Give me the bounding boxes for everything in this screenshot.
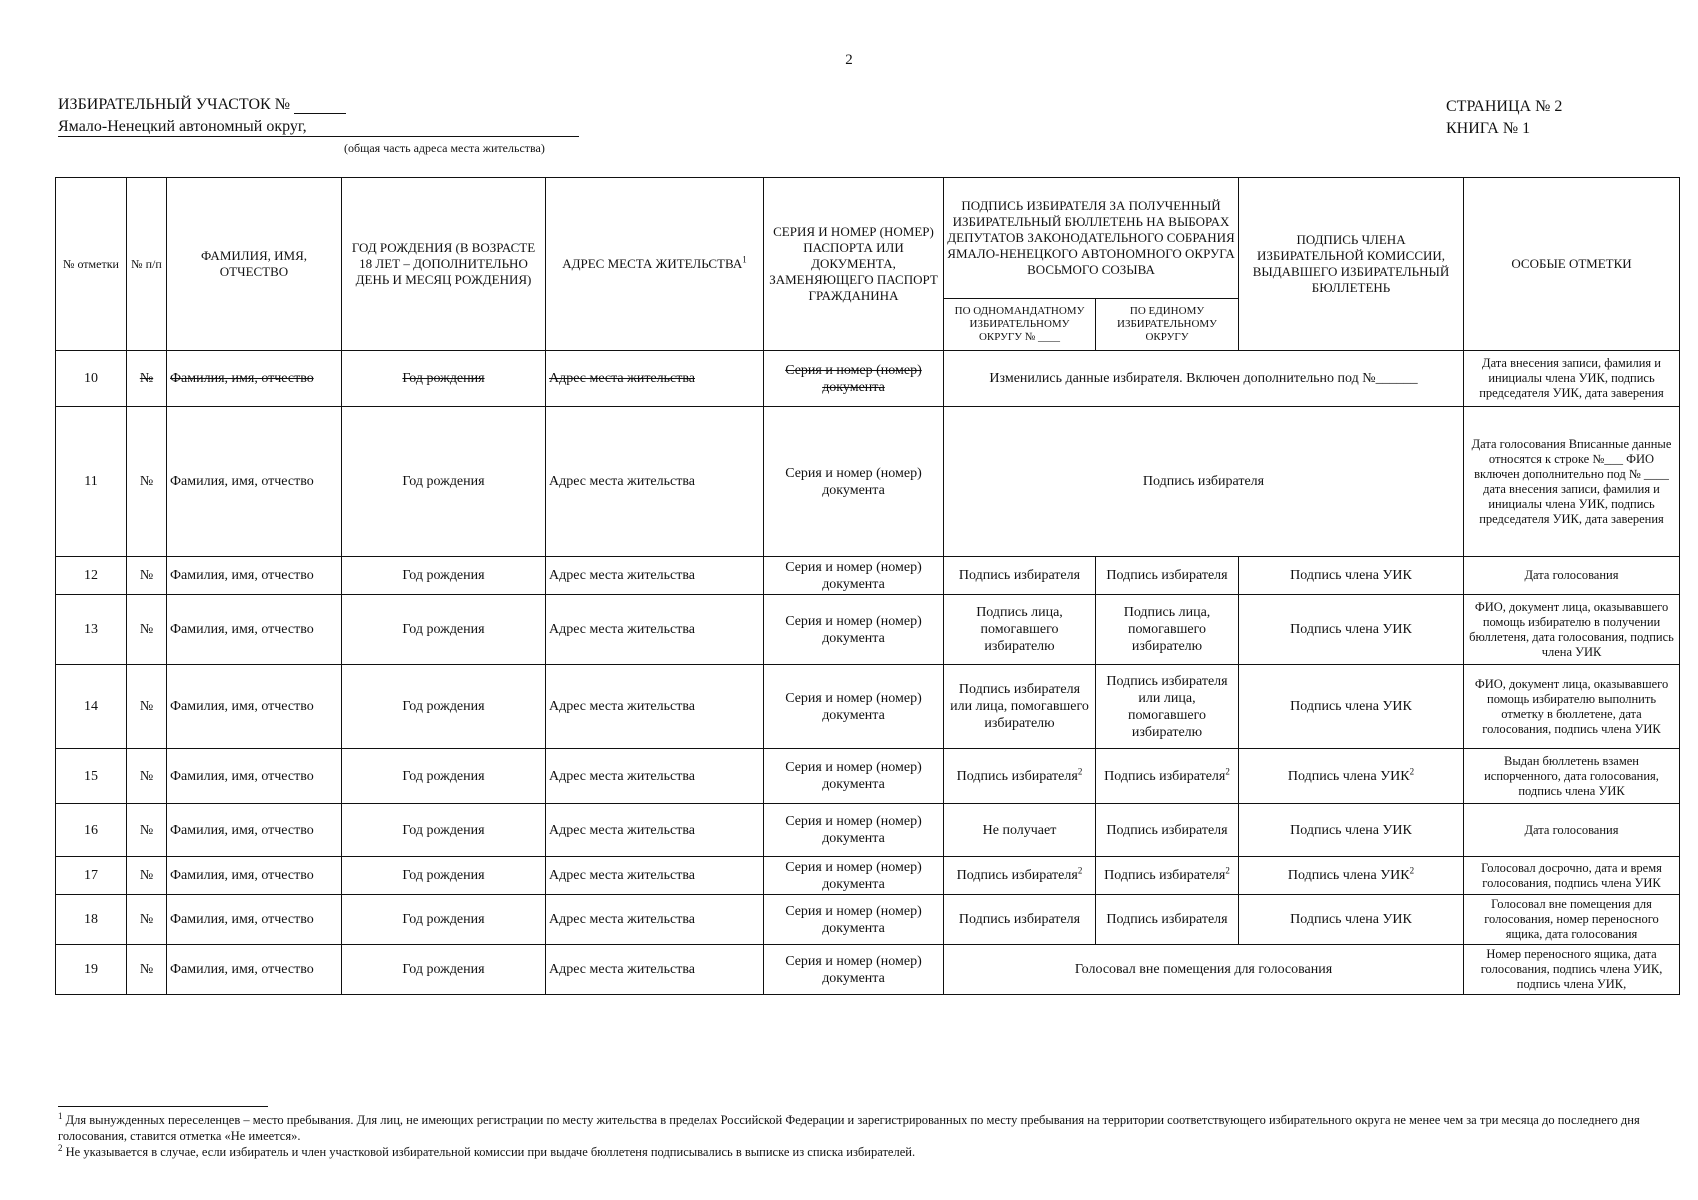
row-special-note: Голосовал досрочно, дата и время голосования, подпись члена УИК <box>1464 857 1680 895</box>
footnotes <box>58 1112 1658 1160</box>
row-special-note: Дата голосования <box>1464 804 1680 857</box>
row-fio: Фамилия, имя, отчество <box>167 804 342 857</box>
footnote-1 <box>58 1112 1658 1144</box>
book-label: КНИГА № 1 <box>1446 120 1531 137</box>
row-sign-unified <box>1096 749 1239 804</box>
address-blank <box>307 119 579 137</box>
row-merged-status: Изменились данные избирателя. Включен дополнительно под №______ <box>944 351 1464 407</box>
footnote-ref-2: 2 <box>1077 865 1083 876</box>
row-sign-single: Не получает <box>944 804 1096 857</box>
row-number: 13 <box>56 595 127 665</box>
table-row <box>56 749 1680 804</box>
row-fio: Фамилия, имя, отчество <box>167 665 342 749</box>
footnote-2-mark: 2 <box>58 1142 63 1153</box>
row-sign-unified: Подпись избирателя <box>1096 557 1239 595</box>
row-document: Серия и номер (номер) документа <box>764 351 944 407</box>
row-member-sign: Подпись члена УИК <box>1239 804 1464 857</box>
row-fio: Фамилия, имя, отчество <box>167 857 342 895</box>
row-birth: Год рождения <box>342 407 546 557</box>
row-number: 14 <box>56 665 127 749</box>
row-sign-single: Подпись избирателя <box>944 895 1096 945</box>
col-mark-no: № отметки <box>56 178 127 351</box>
row-pp: № <box>127 945 167 995</box>
row-merged-status: Голосовал вне помещения для голосования <box>944 945 1464 995</box>
row-document: Серия и номер (номер) документа <box>764 749 944 804</box>
row-pp: № <box>127 407 167 557</box>
row-document: Серия и номер (номер) документа <box>764 804 944 857</box>
table-row <box>56 351 1680 407</box>
footnote-1-mark: 1 <box>58 1110 63 1121</box>
col-address-text: АДРЕС МЕСТА ЖИТЕЛЬСТВА <box>562 256 743 271</box>
table-row <box>56 804 1680 857</box>
row-pp: № <box>127 351 167 407</box>
row-member-sign: Подпись члена УИК <box>1239 557 1464 595</box>
row-fio: Фамилия, имя, отчество <box>167 895 342 945</box>
row-number: 18 <box>56 895 127 945</box>
page-number: 2 <box>845 52 853 68</box>
table-row <box>56 895 1680 945</box>
page-label: СТРАНИЦА № 2 <box>1446 98 1563 115</box>
row-pp: № <box>127 804 167 857</box>
row-address: Адрес места жительства <box>546 351 764 407</box>
row-merged-status: Подпись избирателя <box>944 407 1464 557</box>
row-address: Адрес места жительства <box>546 895 764 945</box>
row-member-sign-text: Подпись члена УИК <box>1287 868 1410 883</box>
footnote-ref-2: 2 <box>1225 765 1230 776</box>
row-sign-single-text: Подпись избирателя <box>956 768 1078 784</box>
row-fio: Фамилия, имя, отчество <box>167 595 342 665</box>
region-label: Ямало-Ненецкий автономный округ, <box>58 118 307 135</box>
table-row <box>56 407 1680 557</box>
row-pp: № <box>127 857 167 895</box>
col-special: ОСОБЫЕ ОТМЕТКИ <box>1464 178 1680 351</box>
col-passport: СЕРИЯ И НОМЕР (НОМЕР) ПАСПОРТА ИЛИ ДОКУМЕНТА, ЗАМЕНЯЮЩЕГО ПАСПОРТ ГРАЖДАНИНА <box>764 178 944 351</box>
col-birth: ГОД РОЖДЕНИЯ (В ВОЗРАСТЕ 18 ЛЕТ – ДОПОЛНИТЕЛЬНО ДЕНЬ И МЕСЯЦ РОЖДЕНИЯ) <box>342 178 546 351</box>
row-sign-unified-text: Подпись избирателя <box>1104 768 1226 784</box>
row-birth: Год рождения <box>342 804 546 857</box>
row-special-note: Дата голосования <box>1464 557 1680 595</box>
table-row <box>56 665 1680 749</box>
col-member-sign: ПОДПИСЬ ЧЛЕНА ИЗБИРАТЕЛЬНОЙ КОМИССИИ, ВЫДАВШЕГО ИЗБИРАТЕЛЬНЫЙ БЮЛЛЕТЕНЬ <box>1239 178 1464 351</box>
row-document: Серия и номер (номер) документа <box>764 557 944 595</box>
footnote-ref-1: 1 <box>742 254 747 265</box>
footnote-ref-2: 2 <box>1409 865 1415 876</box>
row-birth: Год рождения <box>342 749 546 804</box>
row-address: Адрес места жительства <box>546 665 764 749</box>
row-sign-single: Подпись избирателя <box>944 557 1096 595</box>
table-row <box>56 557 1680 595</box>
row-number: 10 <box>56 351 127 407</box>
row-address: Адрес места жительства <box>546 595 764 665</box>
row-sign-single: Подпись лица, помогавшего избирателю <box>944 595 1096 665</box>
row-document: Серия и номер (номер) документа <box>764 665 944 749</box>
row-address: Адрес места жительства <box>546 749 764 804</box>
footnote-ref-2: 2 <box>1225 865 1230 876</box>
col-pp-no: № п/п <box>127 178 167 351</box>
col-single-mandate: ПО ОДНОМАНДАТНОМУ ИЗБИРАТЕЛЬНОМУ ОКРУГУ № ____ <box>944 299 1096 351</box>
footnote-2 <box>58 1144 1658 1160</box>
row-document: Серия и номер (номер) документа <box>764 595 944 665</box>
row-member-sign: Подпись члена УИК <box>1239 665 1464 749</box>
row-document: Серия и номер (номер) документа <box>764 945 944 995</box>
row-sign-single-text: Подпись избирателя <box>956 868 1078 883</box>
row-member-sign-text: Подпись члена УИК <box>1287 768 1410 784</box>
col-signature-group: ПОДПИСЬ ИЗБИРАТЕЛЯ ЗА ПОЛУЧЕННЫЙ ИЗБИРАТЕЛЬНЫЙ БЮЛЛЕТЕНЬ НА ВЫБОРАХ ДЕПУТАТОВ ЗАКОНОДАТЕЛЬНОГО СОБРАНИЯ ЯМАЛО-НЕНЕЦКОГО АВТОНОМНОГО ОКРУГА ВОСЬМОГО СОЗЫВА <box>944 178 1239 299</box>
row-sign-single: Подпись избирателя или лица, помогавшего избирателю <box>944 665 1096 749</box>
row-sign-unified: Подпись лица, помогавшего избирателю <box>1096 595 1239 665</box>
row-number: 19 <box>56 945 127 995</box>
row-birth: Год рождения <box>342 857 546 895</box>
address-note: (общая часть адреса места жительства) <box>344 141 545 155</box>
row-special-note: Дата внесения записи, фамилия и инициалы члена УИК, подпись председателя УИК, дата заверения <box>1464 351 1680 407</box>
precinct-number-blank <box>294 98 346 114</box>
row-sign-single <box>944 749 1096 804</box>
row-address: Адрес места жительства <box>546 857 764 895</box>
row-document: Серия и номер (номер) документа <box>764 407 944 557</box>
row-pp: № <box>127 557 167 595</box>
row-birth: Год рождения <box>342 665 546 749</box>
footnote-ref-2: 2 <box>1077 765 1083 776</box>
table-row <box>56 857 1680 895</box>
row-address: Адрес места жительства <box>546 407 764 557</box>
row-sign-single <box>944 857 1096 895</box>
row-special-note: Номер переносного ящика, дата голосования, подпись члена УИК, подпись члена УИК, <box>1464 945 1680 995</box>
row-sign-unified: Подпись избирателя <box>1096 895 1239 945</box>
row-document: Серия и номер (номер) документа <box>764 857 944 895</box>
row-fio: Фамилия, имя, отчество <box>167 557 342 595</box>
row-fio: Фамилия, имя, отчество <box>167 945 342 995</box>
precinct-label: ИЗБИРАТЕЛЬНЫЙ УЧАСТОК № <box>58 96 290 113</box>
row-address: Адрес места жительства <box>546 945 764 995</box>
row-number: 16 <box>56 804 127 857</box>
row-birth: Год рождения <box>342 895 546 945</box>
row-number: 12 <box>56 557 127 595</box>
row-member-sign <box>1239 749 1464 804</box>
header-right <box>1446 96 1562 140</box>
col-fio: ФАМИЛИЯ, ИМЯ, ОТЧЕСТВО <box>167 178 342 351</box>
row-address: Адрес места жительства <box>546 557 764 595</box>
footnote-ref-2: 2 <box>1409 765 1415 776</box>
row-special-note: Дата голосования Вписанные данные относятся к строке №___ ФИО включен дополнительно под № ____ дата внесения записи, фамилия и инициалы члена УИК, подпись председателя УИК, дата заверения <box>1464 407 1680 557</box>
row-pp: № <box>127 595 167 665</box>
voter-list-table <box>55 177 1680 995</box>
footnote-1-text: Для вынужденных переселенцев – место пребывания. Для лиц, не имеющих регистрации по месту жительства в пределах Российской Федерации и зарегистрированных по месту пребывания на территории соответствующего избирательного округа не менее чем за три месяца до последнего дня голосования, ставится отметка «Не имеется». <box>58 1113 1640 1143</box>
row-address: Адрес места жительства <box>546 804 764 857</box>
row-pp: № <box>127 665 167 749</box>
header-left <box>58 96 579 137</box>
row-birth: Год рождения <box>342 595 546 665</box>
row-special-note: ФИО, документ лица, оказывавшего помощь избирателю в получении бюллетеня, дата голосования, подпись члена УИК <box>1464 595 1680 665</box>
row-special-note: Голосовал вне помещения для голосования, номер переносного ящика, дата голосования <box>1464 895 1680 945</box>
row-member-sign: Подпись члена УИК <box>1239 595 1464 665</box>
row-fio: Фамилия, имя, отчество <box>167 407 342 557</box>
row-fio: Фамилия, имя, отчество <box>167 351 342 407</box>
row-birth: Год рождения <box>342 351 546 407</box>
row-sign-unified: Подпись избирателя или лица, помогавшего избирателю <box>1096 665 1239 749</box>
row-sign-unified: Подпись избирателя <box>1096 804 1239 857</box>
footnote-2-text: Не указывается в случае, если избиратель и член участковой избирательной комиссии при выдаче бюллетеня подписывались в выписке из списка избирателей. <box>65 1145 916 1159</box>
row-member-sign <box>1239 857 1464 895</box>
row-sign-unified-text: Подпись избирателя <box>1104 868 1226 883</box>
col-unified: ПО ЕДИНОМУ ИЗБИРАТЕЛЬНОМУ ОКРУГУ <box>1096 299 1239 351</box>
table-row <box>56 595 1680 665</box>
row-member-sign: Подпись члена УИК <box>1239 895 1464 945</box>
row-special-note: ФИО, документ лица, оказывавшего помощь избирателю выполнить отметку в бюллетене, дата голосования, подпись члена УИК <box>1464 665 1680 749</box>
row-number: 11 <box>56 407 127 557</box>
row-special-note: Выдан бюллетень взамен испорченного, дата голосования, подпись члена УИК <box>1464 749 1680 804</box>
row-birth: Год рождения <box>342 557 546 595</box>
row-document: Серия и номер (номер) документа <box>764 895 944 945</box>
row-sign-unified <box>1096 857 1239 895</box>
col-address <box>546 178 764 351</box>
footnote-separator <box>58 1106 268 1107</box>
row-birth: Год рождения <box>342 945 546 995</box>
row-pp: № <box>127 749 167 804</box>
row-fio: Фамилия, имя, отчество <box>167 749 342 804</box>
row-pp: № <box>127 895 167 945</box>
table-row <box>56 945 1680 995</box>
row-number: 17 <box>56 857 127 895</box>
row-number: 15 <box>56 749 127 804</box>
